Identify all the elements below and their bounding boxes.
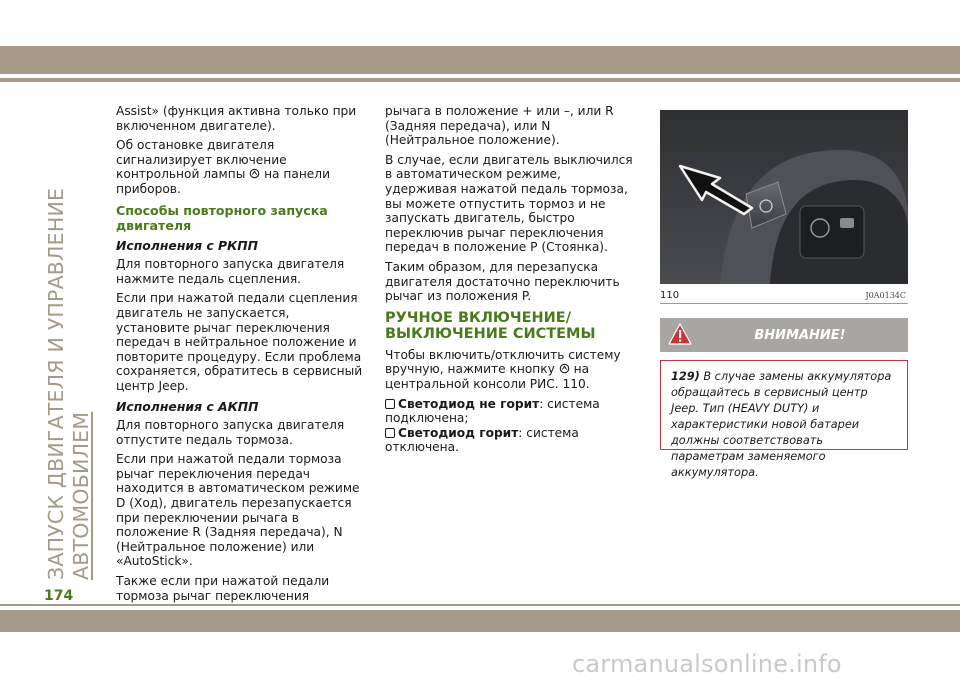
watermark: carmanualsonline.info: [572, 650, 842, 678]
paragraph: Assist» (функция активна только при включенном двигателе).: [116, 104, 357, 133]
paragraph: [116, 138, 366, 196]
figure-caption: [660, 290, 908, 301]
chapter-title-vertical: [44, 100, 104, 580]
paragraph-text: Чтобы включить/отключить систему вручную, нажмите кнопку: [385, 347, 621, 377]
warning-number: 129): [671, 370, 700, 383]
paragraph-text: на центральной консоли РИС. 110.: [385, 362, 590, 391]
paragraph: Если при нажатой педали тормоза рычаг переключения передач находится в автоматическом режиме D (Ход), двигатель перезапускается при переключении рычага в положение R (Задняя передача), N (Нейтральное положение) или «AutoStick».: [116, 452, 360, 569]
warning-header: [660, 318, 908, 352]
top-stripe: [0, 46, 960, 74]
paragraph-text: на панели приборов.: [116, 167, 331, 196]
console-button-illustration: [660, 110, 908, 284]
page-number: 174: [44, 588, 74, 604]
top-band: [0, 0, 960, 78]
auto-start-stop-icon: [249, 168, 260, 179]
warning-box: [660, 360, 908, 479]
figure-console-photo: [660, 110, 908, 284]
paragraph: Также если при нажатой педали тормоза рычаг переключения: [116, 574, 330, 603]
caption-divider: [660, 303, 908, 304]
figure-number: 110: [660, 290, 680, 301]
bottom-stripe-thin: [0, 604, 960, 606]
led-off-label: Светодиод не горит: [398, 396, 540, 411]
led-on-label: Светодиод горит: [398, 425, 519, 440]
paragraph: Если при нажатой педали сцепления двигатель не запускается, установите рычаг переключения передач в нейтральное положение и повторите процедуру. Если проблема сохраняется, обратитесь в сервисный центр Jeep.: [116, 291, 363, 393]
subsection-heading: Исполнения с АКПП: [116, 398, 259, 414]
paragraph: Для повторного запуска двигателя отпустите педаль тормоза.: [116, 418, 345, 447]
paragraph: В случае, если двигатель выключился в автоматическом режиме, удерживая нажатой педаль тормоза, вы можете отпустить тормоз и не запускать двигатель, быстро переключив рычаг переключения передач в положение P (Стоянка).: [385, 152, 633, 255]
top-stripe-thin: [0, 78, 960, 82]
led-on-item: [385, 426, 635, 455]
chapter-title-line2: АВТОМОБИЛЕМ: [69, 411, 93, 580]
section-heading: РУЧНОЕ ВКЛЮЧЕНИЕ/ ВЫКЛЮЧЕНИЕ СИСТЕМЫ: [385, 309, 596, 342]
warning-text: В случае замены аккумулятора обращайтесь в сервисный центр Jeep. Тип (HEAVY DUTY) и характеристики новой батареи должны соответствовать параметрам заменяемого аккумулятора.: [671, 370, 892, 479]
led-on-text: : система отключена.: [385, 425, 579, 455]
checkbox-bullet-icon: [385, 428, 395, 438]
subsection-heading: Исполнения с РКПП: [116, 237, 258, 253]
led-off-item: [385, 397, 635, 426]
warning-triangle-icon: [668, 323, 692, 345]
bottom-stripe: [0, 610, 960, 632]
text-column-left: [116, 104, 366, 652]
chapter-title-line1: ЗАПУСК ДВИГАТЕЛЯ И УПРАВЛЕНИЕ: [44, 187, 68, 580]
text-column-middle: [385, 104, 635, 455]
auto-start-stop-icon: [559, 363, 570, 374]
paragraph: Для повторного запуска двигателя нажмите педаль сцепления.: [116, 257, 345, 286]
paragraph: [385, 348, 635, 392]
warning-title: ВНИМАНИЕ!: [754, 328, 846, 343]
paragraph: рычага в положение + или –, или R (Задняя передача), или N (Нейтральное положение).: [385, 104, 614, 148]
section-heading: Способы повторного запуска двигателя: [116, 202, 328, 233]
paragraph-text: Об остановке двигателя сигнализирует включение контрольной лампы: [116, 138, 287, 182]
figure-code: J0A0134C: [865, 291, 906, 300]
checkbox-bullet-icon: [385, 399, 395, 409]
led-off-text: : система подключена;: [385, 396, 600, 426]
paragraph: Таким образом, для перезапуска двигателя достаточно переключить рычаг из положения P.: [385, 259, 620, 304]
